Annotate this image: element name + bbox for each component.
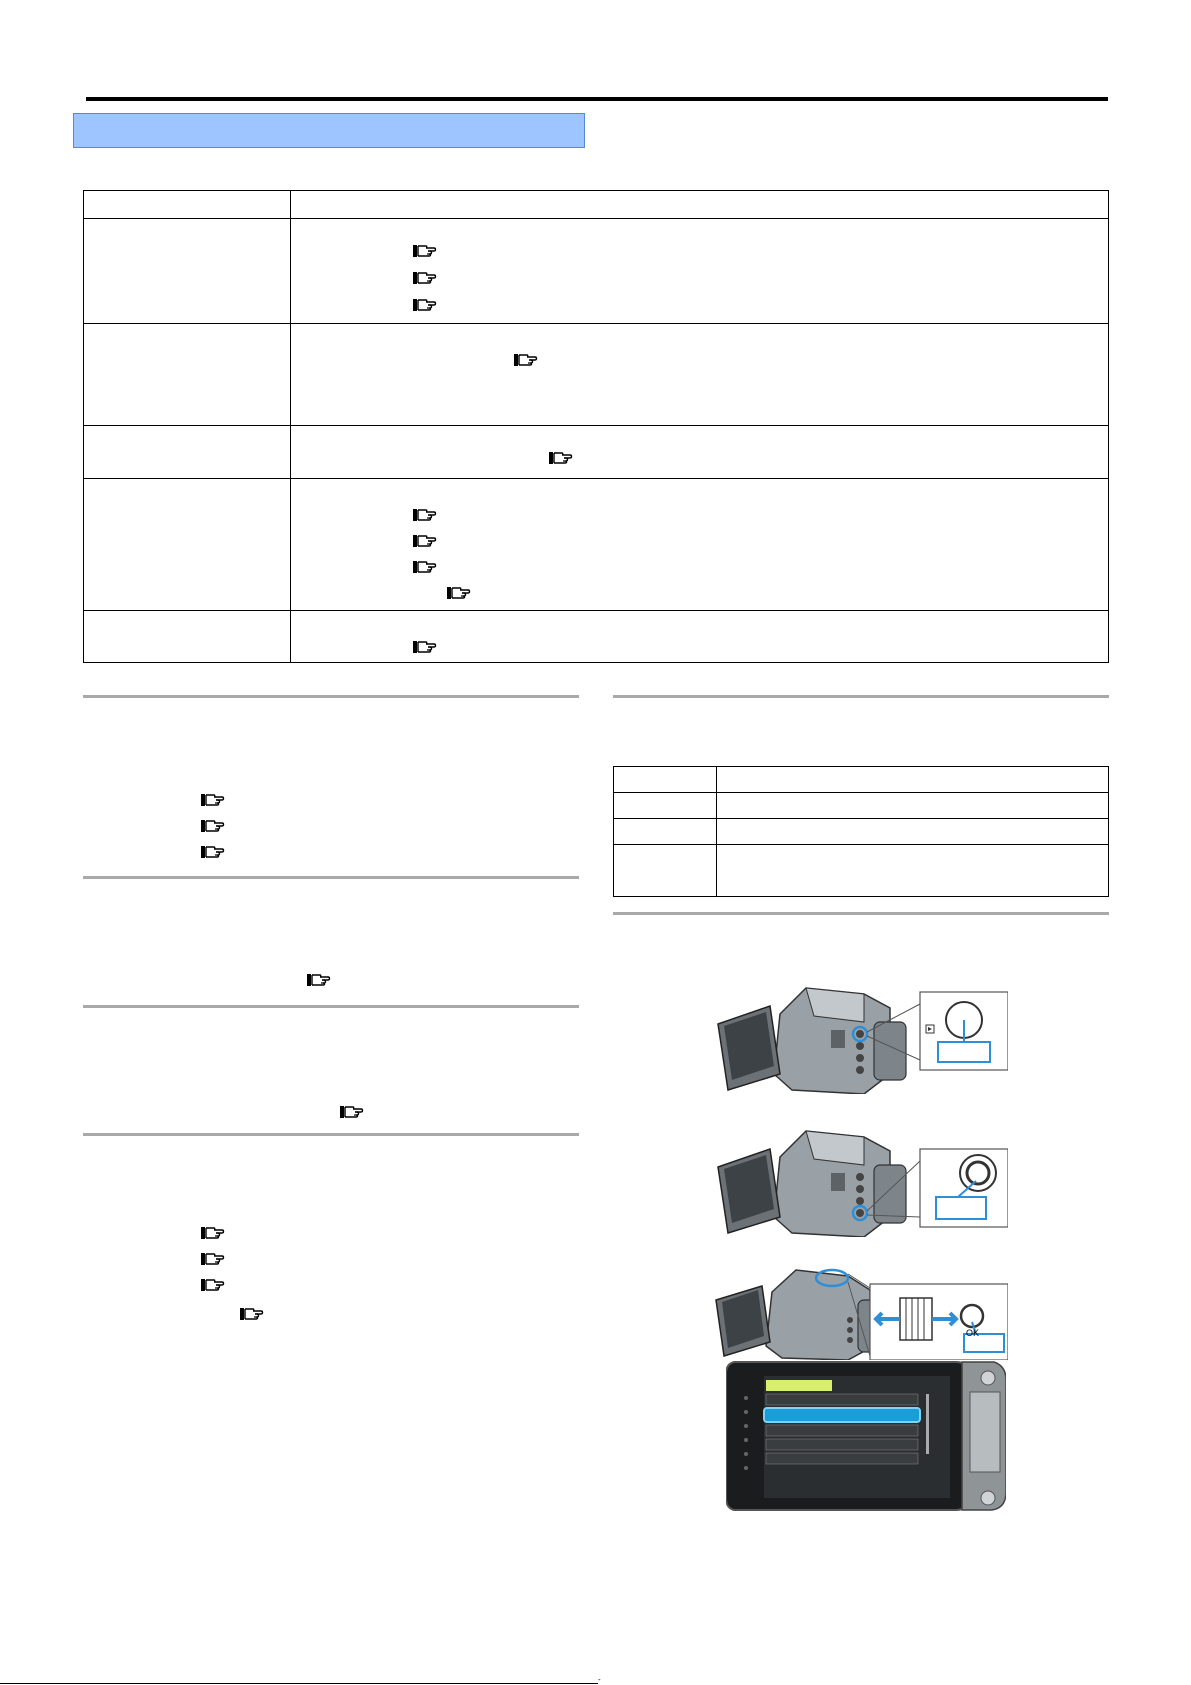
pointing-hand-reference-icon[interactable] [446, 585, 474, 601]
section-divider [83, 876, 579, 879]
table-cell-content [717, 845, 1109, 897]
table-cell-label [84, 479, 291, 611]
pointing-hand-reference-icon[interactable] [412, 243, 440, 259]
pointing-hand-reference-icon[interactable] [412, 507, 440, 523]
table-cell-label [84, 191, 291, 219]
pointing-hand-reference-icon[interactable] [412, 559, 440, 575]
camcorder-zoom-ok-illustration [714, 1268, 1008, 1360]
pointing-hand-reference-icon[interactable] [200, 1277, 228, 1293]
table-row [614, 793, 1109, 819]
table-cell-content [717, 767, 1109, 793]
table-cell-label [84, 324, 291, 426]
pointing-hand-reference-icon[interactable] [200, 844, 228, 860]
pointing-hand-reference-icon[interactable] [548, 450, 576, 466]
section-divider [83, 1133, 579, 1136]
lcd-menu-screen-illustration [726, 1358, 1006, 1514]
table-cell-content [717, 819, 1109, 845]
table-row [84, 479, 1109, 611]
table-row [84, 191, 1109, 219]
pointing-hand-reference-icon[interactable] [306, 972, 334, 988]
table-row [84, 426, 1109, 479]
pointing-hand-reference-icon[interactable] [339, 1104, 367, 1120]
section-divider [613, 912, 1109, 915]
table-cell-label [614, 767, 717, 793]
small-table [613, 766, 1109, 897]
pointing-hand-reference-icon[interactable] [412, 639, 440, 655]
table-cell-label [84, 426, 291, 479]
table-row [84, 219, 1109, 324]
pointing-hand-reference-icon[interactable] [239, 1306, 267, 1322]
main-table [83, 190, 1109, 663]
ok-label: OK [966, 1328, 980, 1338]
table-cell-label [614, 793, 717, 819]
table-cell-content [291, 191, 1109, 219]
camcorder-playback-button-illustration [714, 982, 1008, 1094]
section-divider [83, 695, 579, 698]
pointing-hand-reference-icon[interactable] [200, 1225, 228, 1241]
table-cell-label [614, 819, 717, 845]
section-divider [83, 1005, 579, 1008]
table-row [614, 845, 1109, 897]
table-cell-content [717, 793, 1109, 819]
table-cell-label [614, 845, 717, 897]
table-cell-content [291, 324, 1109, 426]
footer-mark: - [598, 1675, 601, 1684]
pointing-hand-reference-icon[interactable] [412, 297, 440, 313]
pointing-hand-reference-icon[interactable] [200, 818, 228, 834]
section-heading [73, 113, 585, 148]
section-divider [613, 695, 1109, 698]
table-cell-label [84, 611, 291, 663]
table-cell-label [84, 219, 291, 324]
footer-rule [0, 1683, 598, 1684]
pointing-hand-reference-icon[interactable] [412, 533, 440, 549]
top-rule [86, 97, 1108, 101]
pointing-hand-reference-icon[interactable] [200, 1251, 228, 1267]
table-cell-content [291, 426, 1109, 479]
table-row [84, 611, 1109, 663]
pointing-hand-reference-icon[interactable] [412, 270, 440, 286]
camcorder-menu-button-illustration [714, 1125, 1008, 1237]
pointing-hand-reference-icon[interactable] [513, 352, 541, 368]
table-row [614, 819, 1109, 845]
table-row [84, 324, 1109, 426]
pointing-hand-reference-icon[interactable] [200, 792, 228, 808]
table-row [614, 767, 1109, 793]
